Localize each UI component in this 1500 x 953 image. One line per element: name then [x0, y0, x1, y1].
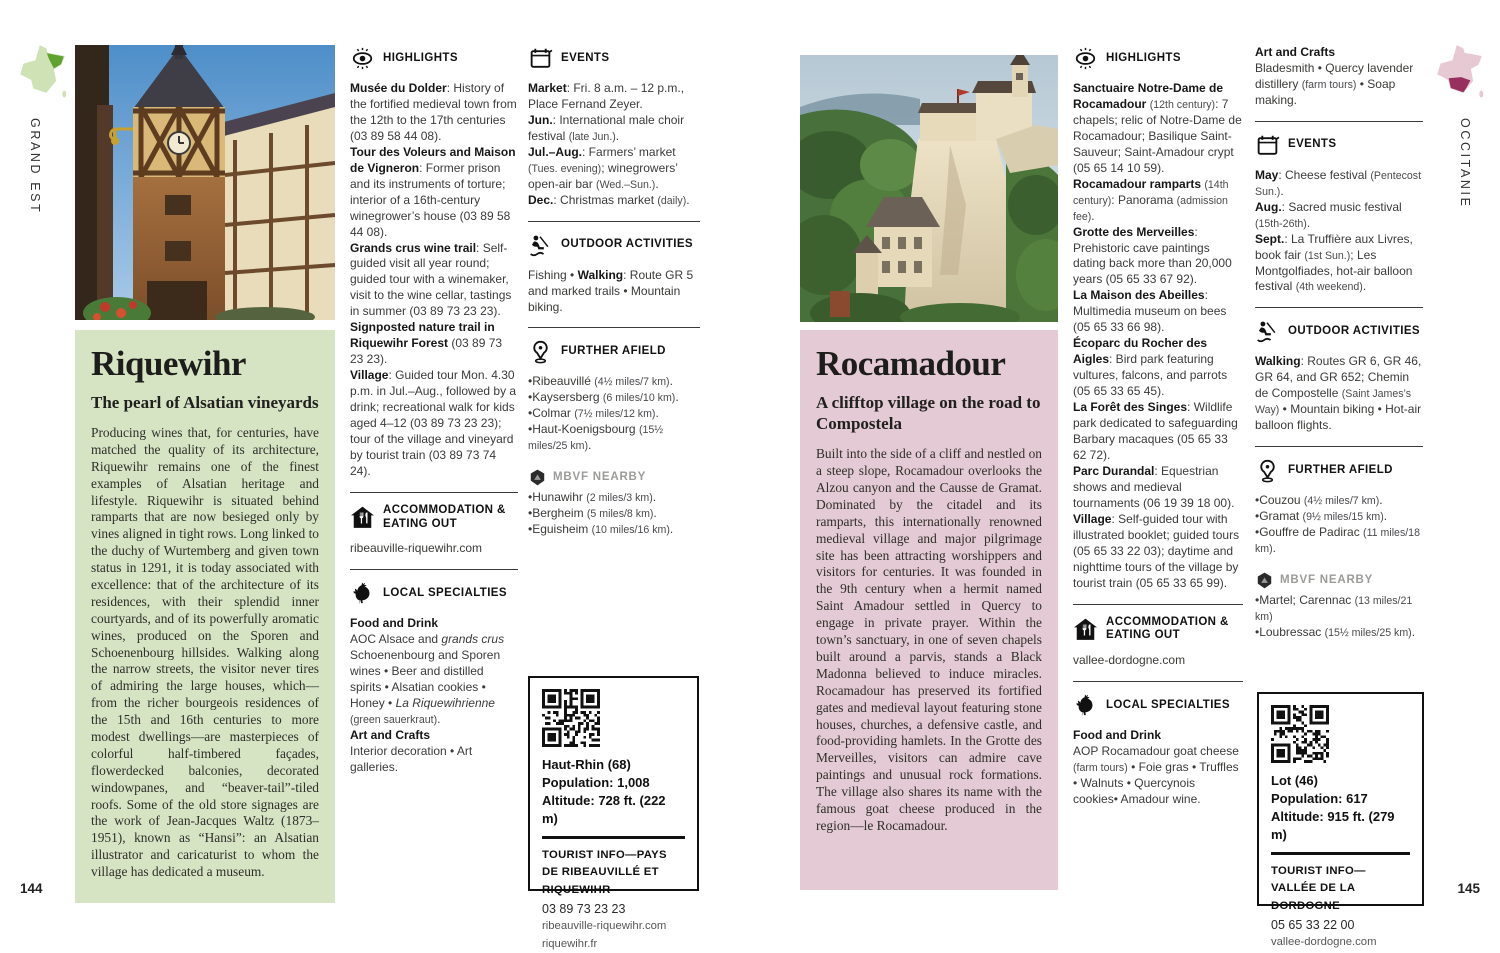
text-segment: AOP Rocamadour goat cheese: [1073, 744, 1239, 758]
text-segment: •Haut-Koenigsbourg: [528, 422, 639, 437]
text-segment: Walking: [577, 267, 624, 282]
section-header-local-specialties: [1073, 693, 1243, 718]
highlights-eye-icon: [1073, 46, 1098, 71]
section-label: MBVF NEARBY: [1280, 573, 1374, 586]
text-segment: Sept.: [1255, 231, 1285, 246]
text-paragraph: [1073, 464, 1243, 512]
qr-code-left: [542, 689, 600, 747]
text-segment: grands crus: [441, 632, 505, 647]
text-segment: .: [655, 406, 659, 421]
events-calendar-icon: [1255, 133, 1280, 158]
village-subtitle-left: The pearl of Alsatian vineyards: [91, 392, 319, 412]
text-paragraph: [528, 145, 700, 193]
text-segment: (12th century): [1149, 98, 1216, 111]
text-segment: • Foie gras • Truffles • Walnuts • Quercynois cookies• Amadour wine.: [1073, 759, 1239, 806]
text-segment: : La Truffière aux Livres, book fair: [1255, 231, 1413, 262]
text-paragraph: [1073, 336, 1243, 400]
section-header-outdoor-activities: [1255, 319, 1423, 344]
section-header-outdoor-activities: [528, 233, 700, 258]
section-header-further-afield: [1255, 458, 1423, 483]
text-segment: : Fri. 8 a.m. – 12 p.m., Place Fernand Zeyer.: [528, 81, 685, 111]
text-paragraph: [528, 193, 700, 209]
text-segment: (Saint James’s Way): [1255, 388, 1411, 417]
outdoor-activities-icon: [528, 233, 553, 258]
text-segment: Art and Crafts: [1255, 45, 1336, 59]
tourist-info-label-right: TOURIST INFO—VALLÉE DE LA DORDOGNE: [1271, 864, 1366, 912]
text-segment: .: [1362, 279, 1367, 294]
riquewihr-photo: [75, 45, 335, 320]
text-segment: AOC Alsace and: [350, 632, 442, 647]
accommodation-icon: [1073, 617, 1098, 642]
text-segment: .: [437, 712, 441, 727]
text-segment: •Gramat: [1255, 509, 1303, 524]
text-segment: •Colmar: [528, 406, 575, 421]
divider: [1073, 604, 1243, 605]
section-header-mbvf-nearby: [1255, 571, 1423, 590]
text-segment: Food and Drink: [1073, 728, 1161, 743]
right-page-column-outer: [1255, 45, 1423, 641]
qr-code-right: [1271, 705, 1329, 763]
text-segment: (daily): [657, 194, 687, 207]
text-segment: : Sacred music festival: [1281, 199, 1402, 214]
accommodation-icon: [350, 505, 375, 530]
divider: [1271, 852, 1410, 855]
text-segment: .: [1379, 493, 1383, 508]
section-header-mbvf-nearby: [528, 468, 700, 487]
text-segment: .: [1383, 509, 1388, 524]
text-segment: (green sauerkraut): [350, 714, 438, 727]
text-segment: .: [1272, 541, 1276, 556]
region-tab-left: GRAND EST: [28, 118, 42, 215]
divider: [542, 836, 685, 839]
tourist-info-box-right: [1257, 692, 1424, 949]
village-subtitle-right: A clifftop village on the road to Compostela: [816, 392, 1041, 433]
text-segment: (Pentecost Sun.): [1255, 169, 1422, 198]
text-paragraph: [1255, 593, 1423, 625]
text-segment: Market: [528, 81, 567, 95]
section-label: FURTHER AFIELD: [1288, 463, 1393, 476]
text-segment: ; Les Montgolfiades, hot-air balloon festival: [1255, 247, 1413, 294]
department-left: Haut-Rhin (68): [542, 757, 631, 772]
text-segment: : Equestrian shows and medieval tournaments (06 19 39 18 00).: [1073, 463, 1235, 510]
text-segment: Fishing •: [528, 267, 578, 282]
altitude-left: Altitude: 728 ft. (222 m): [542, 792, 666, 826]
section-header-accommodation-eating-out: [1073, 616, 1243, 644]
section-label: ACCOMMODATION & EATING OUT: [1106, 615, 1229, 642]
section-label: HIGHLIGHTS: [1106, 51, 1181, 64]
text-segment: (2 miles/3 km): [586, 492, 653, 505]
text-segment: • Soap making.: [1255, 76, 1396, 107]
section-label: EVENTS: [561, 51, 610, 64]
divider: [528, 221, 700, 222]
text-segment: .: [669, 522, 674, 537]
divider: [1255, 307, 1423, 308]
left-page-column-inner: [350, 45, 518, 776]
events-calendar-icon: [528, 46, 553, 71]
section-label: LOCAL SPECIALTIES: [383, 586, 507, 599]
text-paragraph: [350, 145, 518, 241]
text-paragraph: [1255, 509, 1423, 525]
text-segment: .: [652, 490, 657, 505]
tourist-websites-left: [542, 918, 685, 953]
section-header-events: [528, 46, 700, 71]
text-segment: (15th-26th): [1255, 217, 1307, 230]
text-paragraph: [350, 541, 518, 557]
village-intro-right: Built into the side of a cliff and nestled on a steep slope, Rocamadour overlooks the Alzou canyon and the Causse de Gramat. Dominated by the citadel and its ramparts, this internationally renowned medieval village and major pilgrimage site has been attracting worshippers and visitors for centuries. It was founded in the 9th century when a hermit named Saint Amadour settled in Quercy to engage in private prayer. Within the town’s sanctuary, in one of seven chapels built around a parvis, stands a Black Madonna believed to induce miracles. Rocamadour has preserved its fortified gates and medieval layout featuring stone houses, churches, a defensive castle, and food-providing hamlets. In the Grotte des Merveilles, visitors can admire cave paintings and unusual rock formations. The village also shares its name with the famous goat cheese produced in the region—le Rocamadour.: [816, 446, 1042, 833]
text-segment: Aug.: [1255, 199, 1282, 214]
section-label: MBVF NEARBY: [553, 470, 647, 483]
population-right: Population: 617: [1271, 790, 1368, 806]
text-segment: • Mountain biking • Hot-air balloon flights.: [1255, 402, 1422, 433]
text-paragraph: [528, 81, 700, 113]
text-segment: Interior decoration • Art galleries.: [350, 744, 473, 774]
text-paragraph: [1073, 512, 1243, 592]
text-paragraph: [1255, 232, 1423, 296]
text-segment: : Self-guided visit all year round; guided tour with a winemaker, visit to the wine cellar, tastings in summer (03 89 73 23 23).: [350, 240, 512, 319]
text-segment: : Farmers’ market: [582, 144, 676, 159]
text-segment: Bladesmith • Quercy lavender distillery: [1255, 60, 1414, 91]
tourist-info-box-left: [528, 676, 699, 950]
text-segment: .: [588, 438, 592, 453]
text-paragraph: [528, 390, 700, 406]
department-right: Lot (46): [1271, 773, 1318, 788]
text-segment: Écoparc du Rocher des Aigles: [1073, 336, 1208, 367]
mbvf-logo-icon: [1255, 571, 1274, 590]
text-segment: : Panorama: [1111, 192, 1177, 207]
village-title-right: Rocamadour: [816, 344, 1006, 383]
section-header-highlights: [1073, 46, 1243, 71]
text-paragraph: [350, 241, 518, 321]
france-map-icon-grand-est: [17, 44, 67, 104]
rooster-icon: [350, 581, 375, 606]
divider: [350, 492, 518, 493]
village-intro-left: Producing wines that, for centuries, have matched the quality of its architecture, Riquewihr remains one of the finest examples of Alsatian heritage and lifestyle. Riquewihr is situated behind ramparts that are now besieged only by vines aligned in tight rows. Long linked to the duchy of Wurtemberg and given town status in 1291, it is today associated with excellence: that of the architecture of its residences, with their splendid inner courtyards, and of its powerfully aromatic wines, produced on the Sporen and Schoenenbourg hillsides. Walking along the narrow streets, the visitor never tires of admiring the large houses, which—from the richer bourgeois residences of the 15th and 16th centuries to more modest dwellings—are masterpieces of colorful half-timbered façades, flowerdecked balconies, decorated windowpanes, and “beaver-tail”-tiled roofs. Some of the old store signages are the work of Jean-Jacques Waltz (1873–1951), known as “Hansi”: an Alsatian illustrator and caricaturist to whom the village has dedicated a museum.: [91, 425, 319, 880]
text-paragraph: [1255, 61, 1423, 109]
divider: [1255, 446, 1423, 447]
region-tab-right: OCCITANIE: [1458, 118, 1472, 209]
text-segment: (10 miles/16 km): [591, 524, 670, 537]
text-segment: Grotte des Merveilles: [1073, 224, 1195, 239]
text-segment: •Ribeauvillé: [528, 374, 595, 389]
text-paragraph: [528, 374, 700, 390]
tourist-phone-right: 05 65 33 22 00: [1271, 918, 1355, 933]
page-number-left: 144: [20, 881, 43, 896]
section-label: FURTHER AFIELD: [561, 345, 666, 358]
text-paragraph: [1073, 81, 1243, 177]
divider: [528, 327, 700, 328]
text-segment: : Route GR 5 and marked trails • Mountain biking.: [528, 267, 694, 314]
text-segment: : Christmas market: [553, 192, 658, 207]
text-segment: .: [686, 192, 690, 207]
text-segment: (farm tours): [1073, 761, 1128, 774]
text-segment: Signposted nature trail in Riquewihr Forest: [350, 320, 495, 351]
text-segment: •Kaysersberg: [528, 390, 603, 405]
text-paragraph: [528, 506, 700, 522]
text-segment: .: [1280, 183, 1284, 198]
section-label: OUTDOOR ACTIVITIES: [1288, 325, 1420, 338]
tourist-info-label-left: TOURIST INFO—PAYS DE RIBEAUVILLÉ ET RIQUEWIHR: [542, 848, 667, 896]
text-segment: Art and Crafts: [350, 728, 431, 743]
text-segment: •Gouffre de Padirac: [1255, 525, 1364, 540]
text-paragraph: [528, 113, 700, 145]
tourist-website: riquewihr.fr: [542, 937, 598, 950]
text-segment: Village: [1073, 511, 1112, 526]
text-segment: .: [675, 390, 679, 405]
rooster-icon: [1073, 693, 1098, 718]
text-segment: : Guided tour Mon. 4.30 p.m. in Jul.–Aug., followed by a drink; recreational walk for kids aged 4–12 (03 89 73 23 23); tour of the village and vineyard by tourist train (03 89 73 74 24).: [350, 368, 517, 478]
text-segment: .: [669, 374, 673, 389]
text-segment: .: [653, 506, 657, 521]
text-paragraph: [350, 728, 518, 744]
text-paragraph: [1073, 400, 1243, 464]
text-segment: : 7 chapels; relic of Notre-Dame de Rocamadour; Basilique Saint-Sauveur; Saint-Amadour crypt (05 65 14 10 59).: [1073, 96, 1242, 175]
rocamadour-photo: [800, 55, 1058, 322]
divider: [1073, 681, 1243, 682]
section-label: OUTDOOR ACTIVITIES: [561, 238, 693, 251]
text-segment: Parc Durandal: [1073, 463, 1155, 478]
text-paragraph: [1073, 653, 1243, 669]
text-segment: (15½ miles/25 km): [1324, 626, 1412, 639]
left-page-column-outer: [528, 45, 700, 538]
text-segment: .: [1411, 624, 1416, 639]
highlights-eye-icon: [350, 46, 375, 71]
text-segment: : Routes GR 6, GR 46, GR 64, and GR 652; Chemin de Compostelle: [1255, 354, 1422, 401]
text-segment: (1st Sun.): [1304, 249, 1351, 262]
text-segment: .: [655, 176, 659, 191]
text-segment: Jun.: [528, 112, 553, 127]
text-segment: .: [1091, 208, 1095, 223]
text-paragraph: [1073, 728, 1243, 744]
rocamadour-intro-box: [800, 330, 1058, 890]
text-paragraph: [528, 422, 700, 454]
text-paragraph: [1073, 225, 1243, 289]
text-segment: (4½ miles/7 km): [594, 376, 670, 389]
section-header-accommodation-eating-out: [350, 504, 518, 532]
page-number-right: 145: [1457, 881, 1480, 896]
section-header-events: [1255, 133, 1423, 158]
text-paragraph: [1255, 200, 1423, 232]
text-paragraph: [528, 406, 700, 422]
text-segment: May: [1255, 167, 1279, 182]
map-pin-icon: [1255, 458, 1280, 483]
text-segment: (11 miles/18 km): [1255, 527, 1420, 556]
text-segment: Jul.–Aug.: [528, 144, 583, 159]
text-segment: .: [615, 128, 620, 143]
text-paragraph: [1255, 45, 1423, 61]
text-segment: •Eguisheim: [528, 522, 592, 537]
text-segment: (6 miles/10 km): [602, 392, 676, 405]
text-segment: •Martel; Carennac: [1255, 593, 1355, 608]
text-segment: vallee-dordogne.com: [1073, 653, 1186, 668]
text-paragraph: [1255, 525, 1423, 557]
village-title-left: Riquewihr: [91, 344, 246, 383]
text-segment: (7½ miles/12 km): [574, 408, 656, 421]
section-header-highlights: [350, 46, 518, 71]
text-segment: (03 89 73 23 23).: [350, 336, 503, 367]
text-paragraph: [350, 632, 518, 728]
tourist-website: vallee-dordogne.com: [1271, 936, 1377, 949]
section-label: HIGHLIGHTS: [383, 51, 458, 64]
text-paragraph: [528, 268, 700, 316]
text-segment: (15½ miles/25 km): [528, 424, 664, 453]
text-segment: : Bird park featuring vultures, falcons, and parrots (05 65 33 65 45).: [1073, 352, 1228, 399]
text-segment: •Hunawihr: [528, 490, 587, 505]
text-segment: : Prehistoric cave paintings dating back more than 20,000 years (05 65 33 67 92).: [1073, 224, 1232, 287]
france-map-icon-occitanie: [1434, 44, 1484, 104]
text-segment: (Tues. evening): [528, 162, 602, 175]
text-paragraph: [1073, 288, 1243, 336]
text-segment: Food and Drink: [350, 616, 438, 631]
text-segment: Grands crus wine trail: [350, 240, 477, 255]
section-label: EVENTS: [1288, 138, 1337, 151]
divider: [1255, 121, 1423, 122]
text-segment: (farm tours): [1301, 78, 1357, 91]
text-segment: : Wildlife park dedicated to safeguarding Barbary macaques (05 65 33 62 72).: [1073, 400, 1238, 462]
text-segment: (late Jun.): [568, 130, 616, 143]
text-segment: : International male choir festival: [528, 112, 685, 143]
section-header-local-specialties: [350, 581, 518, 606]
text-segment: ribeauville-riquewihr.com: [350, 541, 483, 556]
text-paragraph: [528, 490, 700, 506]
text-segment: : Former prison and its instruments of torture; interior of a 16th-century winegrower’s house (03 89 58 44 08).: [350, 160, 511, 239]
text-segment: (4½ miles/7 km): [1303, 495, 1380, 508]
text-segment: (14th century): [1073, 178, 1229, 207]
population-left: Population: 1,008: [542, 774, 650, 790]
text-paragraph: [1073, 177, 1243, 225]
section-header-further-afield: [528, 339, 700, 364]
text-segment: (5 miles/8 km): [586, 508, 654, 521]
outdoor-activities-icon: [1255, 319, 1280, 344]
text-segment: (admission fee): [1073, 194, 1228, 223]
text-segment: •Loubressac: [1255, 624, 1325, 639]
text-segment: Village: [350, 368, 389, 383]
text-paragraph: [350, 616, 518, 632]
text-paragraph: [350, 81, 518, 145]
text-paragraph: [1255, 354, 1423, 434]
text-segment: (9½ miles/15 km): [1302, 511, 1384, 524]
text-segment: : Self-guided tour with illustrated booklet; guided tours (05 65 33 22 03); daytime and nighttime tours of the village by tourist train (05 65 33 65 99).: [1073, 511, 1240, 590]
text-segment: La Riquewihrienne: [395, 696, 495, 711]
text-segment: ; winegrowers’ open-air bar: [528, 160, 678, 191]
text-paragraph: [350, 320, 518, 368]
text-segment: (Wed.–Sun.): [596, 178, 656, 191]
section-label: ACCOMMODATION & EATING OUT: [383, 503, 506, 530]
text-segment: Dec.: [528, 192, 554, 207]
tourist-website: ribeauville-riquewihr.com: [542, 920, 667, 933]
text-segment: La Forêt des Singes: [1073, 400, 1188, 415]
text-segment: Schoenenbourg and Sporen wines • Beer and distilled spirits • Alsatian cookies • Honey •: [350, 648, 501, 711]
right-page-column-inner: [1073, 45, 1243, 808]
text-segment: (4th weekend): [1295, 281, 1363, 294]
text-segment: .: [1306, 215, 1311, 230]
text-paragraph: [1073, 744, 1243, 808]
map-pin-icon: [528, 339, 553, 364]
text-segment: •Bergheim: [528, 506, 587, 521]
text-segment: •Couzou: [1255, 493, 1304, 508]
text-paragraph: [350, 368, 518, 480]
text-segment: La Maison des Abeilles: [1073, 288, 1205, 303]
section-label: LOCAL SPECIALTIES: [1106, 698, 1230, 711]
tourist-phone-left: 03 89 73 23 23: [542, 902, 626, 917]
altitude-right: Altitude: 915 ft. (279 m): [1271, 808, 1395, 842]
riquewihr-intro-box: [75, 330, 335, 903]
text-segment: Tour des Voleurs and Maison de Vigneron: [350, 144, 516, 175]
text-segment: (13 miles/21 km): [1255, 595, 1413, 623]
text-segment: : Multimedia museum on bees (05 65 33 66 98).: [1073, 288, 1227, 335]
text-segment: : History of the fortified medieval town from the 12th to the 17th centuries (03 89 58 44 08).: [350, 81, 517, 143]
text-paragraph: [350, 744, 518, 776]
text-segment: Walking: [1255, 354, 1301, 369]
divider: [350, 569, 518, 570]
mbvf-logo-icon: [528, 468, 547, 487]
text-paragraph: [1255, 168, 1423, 200]
text-segment: Sanctuaire Notre-Dame de Rocamadour: [1073, 81, 1224, 111]
text-segment: Rocamadour ramparts: [1073, 176, 1202, 191]
text-paragraph: [528, 522, 700, 538]
text-paragraph: [1255, 625, 1423, 641]
text-paragraph: [1255, 493, 1423, 509]
text-segment: : Cheese festival: [1278, 167, 1371, 182]
tourist-websites-right: [1271, 934, 1410, 952]
text-segment: Musée du Dolder: [350, 81, 447, 95]
